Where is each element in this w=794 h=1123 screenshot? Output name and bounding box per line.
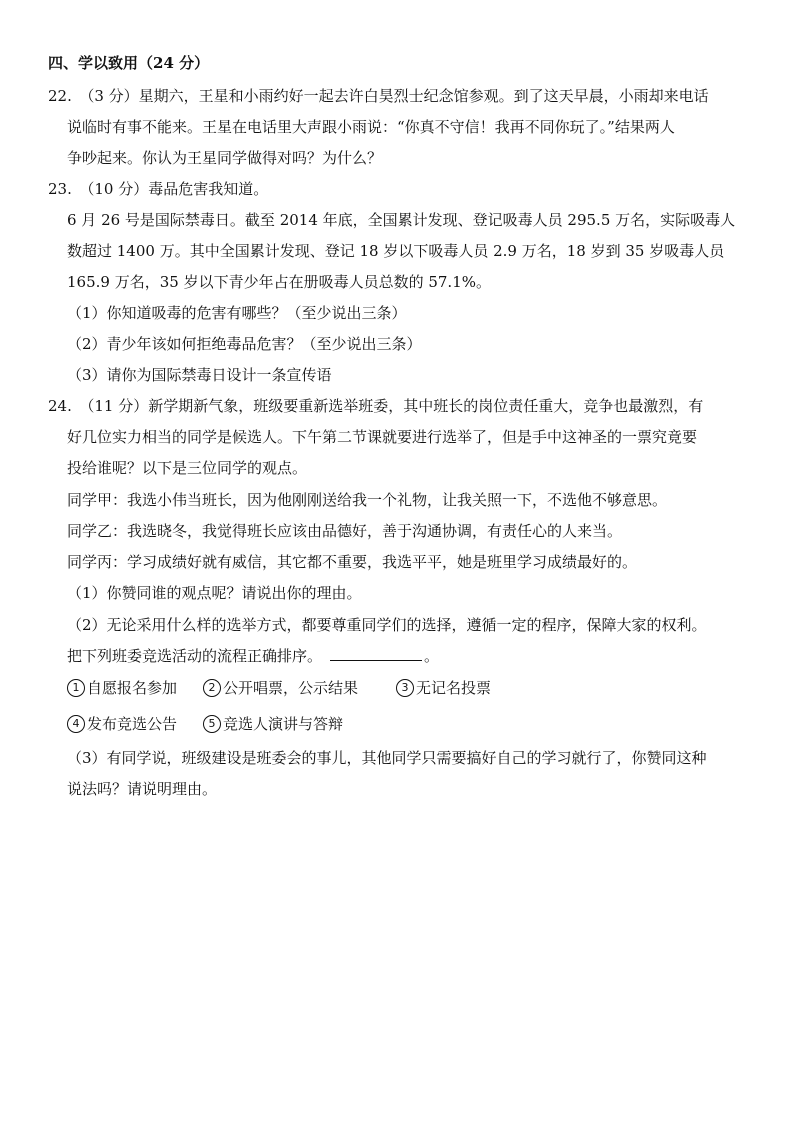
q23-line-4: 165.9 万名，35 岁以下青少年占在册吸毒人员总数的 57.1%。 xyxy=(67,273,491,291)
q23-sub-2: （2）青少年该如何拒绝毒品危害？（至少说出三条） xyxy=(67,335,422,353)
q24-line-3: 投给谁呢？以下是三位同学的观点。 xyxy=(67,459,308,477)
q24-order-prompt: 把下列班委竞选活动的流程正确排序。 xyxy=(67,647,323,665)
q24-order-line xyxy=(67,646,439,666)
q23-sub-1: （1）你知道吸毒的危害有哪些？（至少说出三条） xyxy=(67,304,407,322)
q24-view-b: 同学乙：我选晓冬，我觉得班长应该由品德好，善于沟通协调，有责任心的人来当。 xyxy=(67,522,623,540)
option-number-5: 5 xyxy=(203,715,221,733)
q23-line-3: 数超过 1400 万。其中全国累计发现、登记 18 岁以下吸毒人员 2.9 万名，18 岁到 35 岁吸毒人员 xyxy=(67,242,725,260)
q23-line-2: 6 月 26 号是国际禁毒日。截至 2014 年底，全国累计发现、登记吸毒人员 295.5 万名，实际吸毒人 xyxy=(67,211,736,229)
section-title: 四、学以致用（24 分） xyxy=(48,54,210,72)
q24-sub-1: （1）你赞同谁的观点呢？请说出你的理由。 xyxy=(67,584,362,602)
option-text-5: 竞选人演讲与答辩 xyxy=(223,715,344,733)
q24-sub-2: （2）无论采用什么样的选举方式，都要尊重同学们的选择，遵循一定的程序，保障大家的权利。 xyxy=(67,616,707,634)
option-1 xyxy=(67,678,177,698)
option-text-1: 自愿报名参加 xyxy=(87,679,178,697)
option-4 xyxy=(67,714,177,734)
q24-title: 24. （11 分）新学期新气象，班级要重新选举班委，其中班长的岗位责任重大，竞争也最激烈，有 xyxy=(48,397,704,415)
option-text-3: 无记名投票 xyxy=(416,679,492,697)
q24-sub-3-line-2: 说法吗？请说明理由。 xyxy=(67,780,218,798)
option-3 xyxy=(396,678,491,698)
option-number-2: 2 xyxy=(203,679,221,697)
q22-line-1: 22. （3 分）星期六，王星和小雨约好一起去许白昊烈士纪念馆参观。到了这天早晨，小雨却来电话 xyxy=(48,87,709,105)
option-number-1: 1 xyxy=(67,679,85,697)
option-number-4: 4 xyxy=(67,715,85,733)
q23-sub-3: （3）请你为国际禁毒日设计一条宣传语 xyxy=(67,366,332,384)
option-5 xyxy=(203,714,343,734)
option-text-4: 发布竞选公告 xyxy=(87,715,178,733)
option-number-3: 3 xyxy=(396,679,414,697)
answer-blank[interactable] xyxy=(330,646,422,661)
q23-title: 23. （10 分）毒品危害我知道。 xyxy=(48,180,269,198)
option-text-2: 公开唱票，公示结果 xyxy=(223,679,359,697)
q22-line-3: 争吵起来。你认为王星同学做得对吗？为什么？ xyxy=(67,149,383,167)
q24-sub-3-line-1: （3）有同学说，班级建设是班委会的事儿，其他同学只需要搞好自己的学习就行了，你赞同这种 xyxy=(67,749,707,767)
q24-view-c: 同学丙：学习成绩好就有威信，其它都不重要，我选平平，她是班里学习成绩最好的。 xyxy=(67,553,638,571)
option-2 xyxy=(203,678,358,698)
q22-line-2: 说临时有事不能来。王星在电话里大声跟小雨说：“你真不守信！我再不同你玩了。”结果两人 xyxy=(67,118,675,136)
q24-view-a: 同学甲：我选小伟当班长，因为他刚刚送给我一个礼物，让我关照一下，不选他不够意思。 xyxy=(67,491,668,509)
q24-line-2: 好几位实力相当的同学是候选人。下午第二节课就要进行选举了，但是手中这神圣的一票究竟要 xyxy=(67,428,698,446)
q24-order-end: 。 xyxy=(424,647,440,665)
